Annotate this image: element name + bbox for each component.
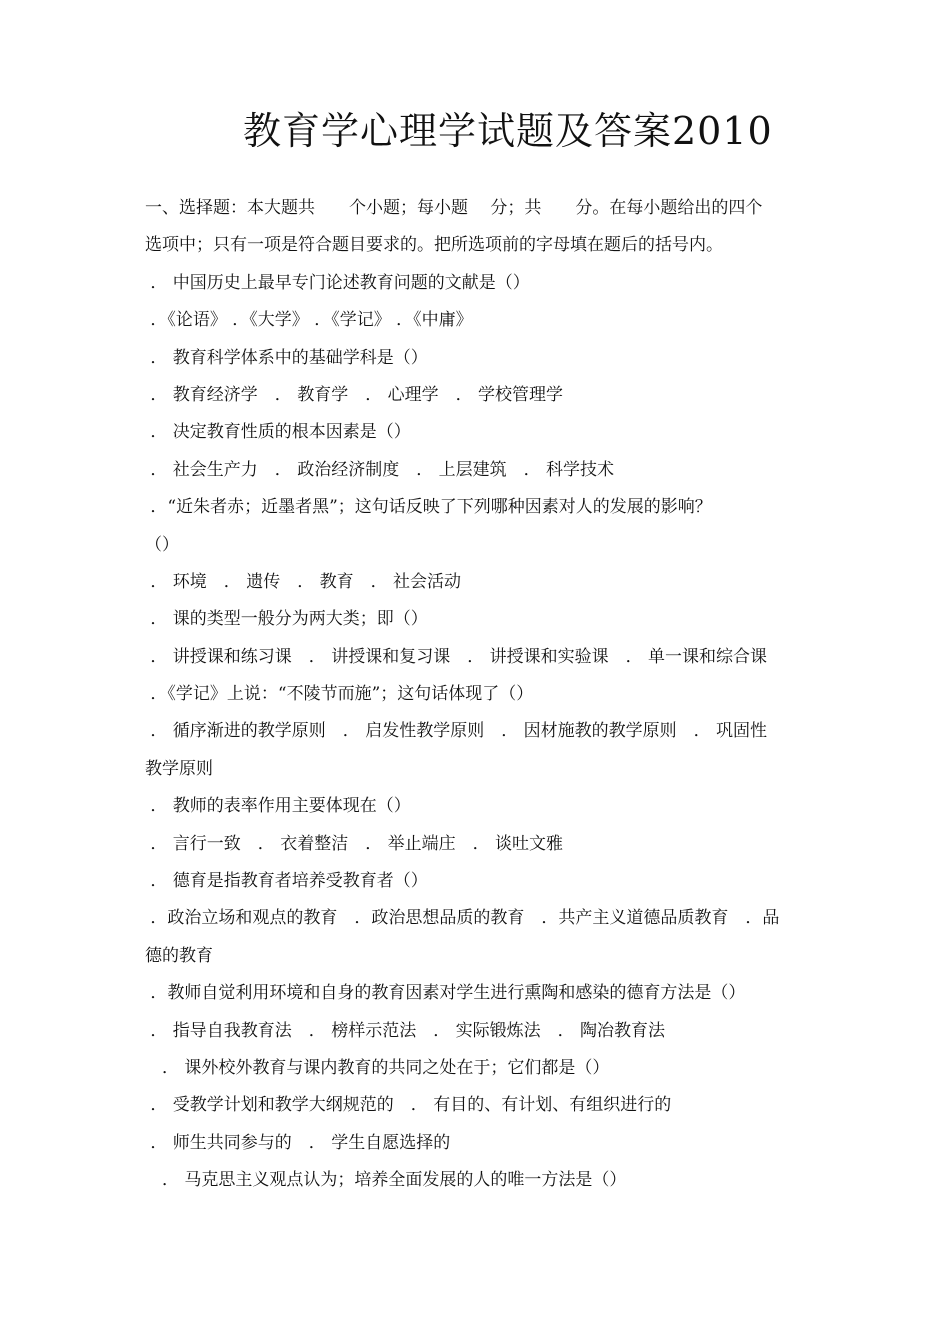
options-10b: ． 师生共同参与的 ． 学生自愿选择的 bbox=[145, 1132, 451, 1153]
options-2: ． 教育经济学 ． 教育学 ． 心理学 ． 学校管理学 bbox=[145, 384, 564, 405]
options-3: ． 社会生产力 ． 政治经济制度 ． 上层建筑 ． 科学技术 bbox=[145, 459, 615, 480]
options-9: ． 指导自我教育法 ． 榜样示范法 ． 实际锻炼法 ． 陶冶教育法 bbox=[145, 1020, 666, 1041]
text-line: 选项中；只有一项是符合题目要求的。把所选项前的字母填在题后的括号内。 bbox=[145, 235, 723, 256]
question-9: ．教师自觉利用环境和自身的教育因素对学生进行熏陶和感染的德育方法是（） bbox=[145, 983, 746, 1004]
options-7: ． 言行一致 ． 衣着整洁 ． 举止端庄 ． 谈吐文雅 bbox=[145, 833, 564, 854]
question-8: ． 德育是指教育者培养受教育者（） bbox=[145, 871, 428, 892]
question-1: ． 中国历史上最早专门论述教育问题的文献是（） bbox=[145, 272, 530, 293]
options-5: ． 讲授课和练习课 ． 讲授课和复习课 ． 讲授课和实验课 ． 单一课和综合课 bbox=[145, 646, 768, 667]
options-1: ．《论语》 ．《大学》 ．《学记》 ．《中庸》 bbox=[145, 310, 473, 331]
question-3: ． 决定教育性质的根本因素是（） bbox=[145, 422, 411, 443]
options-10a: ． 受教学计划和教学大纲规范的 ． 有目的、有计划、有组织进行的 bbox=[145, 1095, 672, 1116]
question-2: ． 教育科学体系中的基础学科是（） bbox=[145, 347, 428, 368]
question-4-cont: （） bbox=[145, 534, 179, 555]
document-body bbox=[145, 190, 809, 1200]
question-4: ．“近朱者赤；近墨者黑”；这句话反映了下列哪种因素对人的发展的影响？ bbox=[145, 497, 712, 518]
options-6-cont: 教学原则 bbox=[145, 758, 213, 779]
document-title: 教育学心理学试题及答案2010 bbox=[243, 109, 773, 153]
question-7: ． 教师的表率作用主要体现在（） bbox=[145, 796, 411, 817]
question-6: ．《学记》上说：“不陵节而施”；这句话体现了（） bbox=[145, 684, 534, 705]
options-6: ． 循序渐进的教学原则 ． 启发性教学原则 ． 因材施教的教学原则 ． 巩固性 bbox=[145, 721, 768, 742]
options-8-cont: 德的教育 bbox=[145, 945, 213, 966]
question-5: ． 课的类型一般分为两大类；即（） bbox=[145, 609, 428, 630]
options-8: ．政治立场和观点的教育 ．政治思想品质的教育 ．共产主义道德品质教育 ．品 bbox=[145, 908, 780, 929]
text-line: 一、选择题：本大题共 个小题；每小题 分；共 分。在每小题给出的四个 bbox=[145, 198, 763, 218]
options-4: ． 环境 ． 遗传 ． 教育 ． 社会活动 bbox=[145, 571, 462, 592]
question-11: ． 马克思主义观点认为；培养全面发展的人的唯一方法是（） bbox=[145, 1170, 627, 1191]
question-10: ． 课外校外教育与课内教育的共同之处在于；它们都是（） bbox=[145, 1057, 610, 1078]
